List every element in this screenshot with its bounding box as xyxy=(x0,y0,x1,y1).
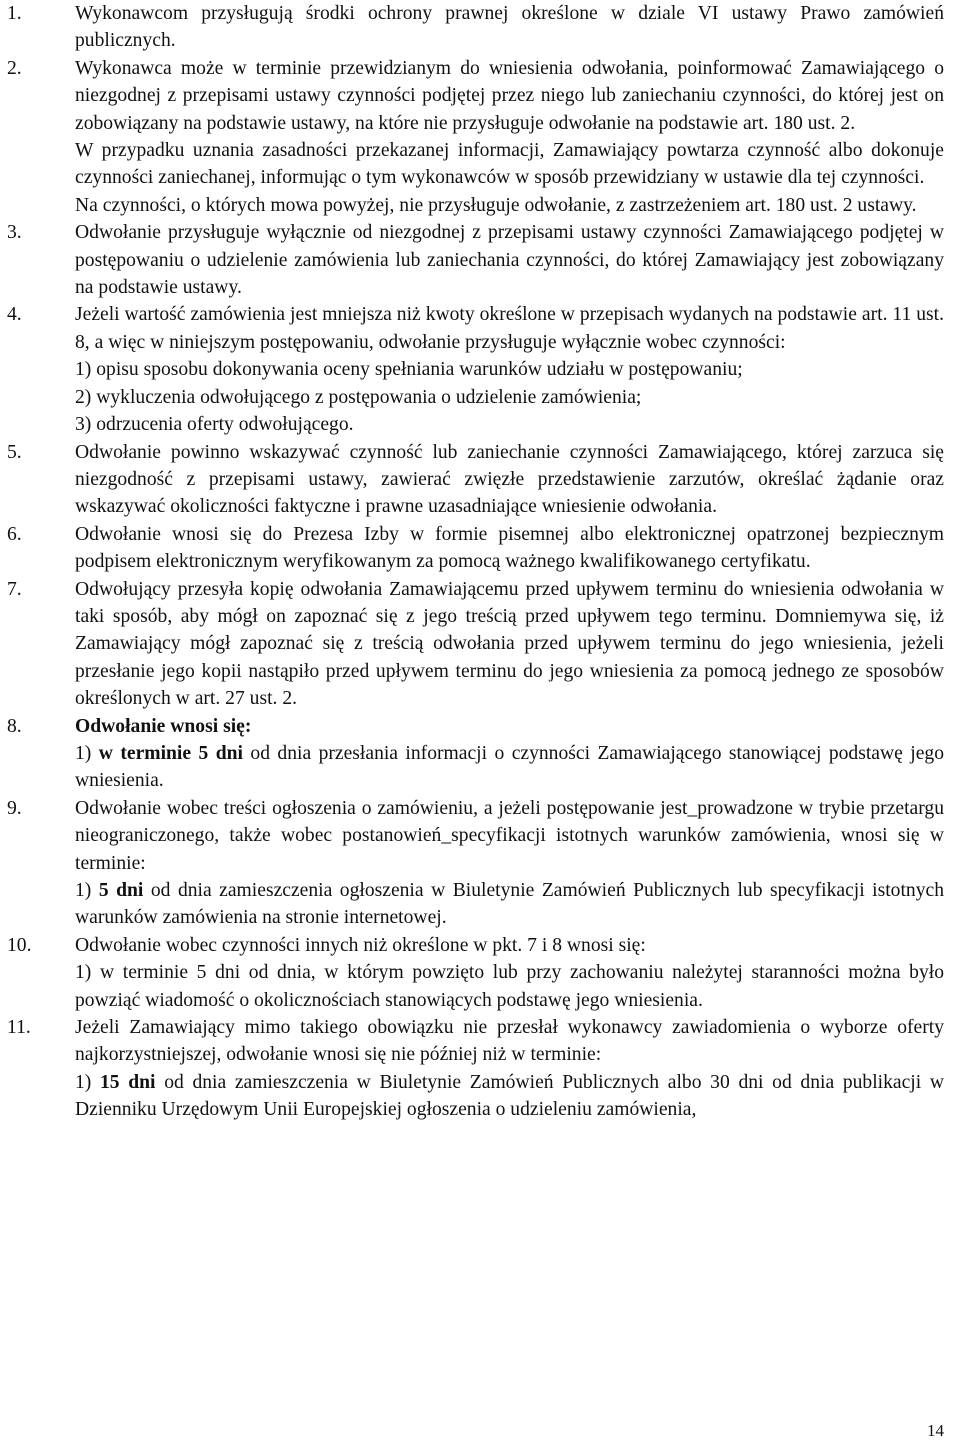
deadline-emphasis: 5 dni xyxy=(98,880,144,901)
sub-item: 1) w terminie 5 dni od dnia przesłania informacji o czynności Zamawiającego stanowiącej podstawę jego wniesienia. xyxy=(75,742,944,792)
item-text: Jeżeli Zamawiający mimo takiego obowiązku nie przesłał wykonawcy zawiadomienia o wyborze oferty najkorzystniejszej, odwołanie wnosi się nie później niż w terminie: xyxy=(75,1017,944,1066)
item-text: Odwołanie wobec treści ogłoszenia o zamówieniu, a jeżeli postępowanie jest_prowadzone w trybie przetargu nieograniczonego, także wobec postanowień_specyfikacji istotnych warunków zamówienia, wnosi się w terminie: xyxy=(75,797,944,874)
sub-item: 1) w terminie 5 dni od dnia, w którym powzięto lub przy zachowaniu należytej staranności można było powziąć wiadomość o okolicznościach stanowiących podstawę jego wniesienia. xyxy=(75,962,944,1011)
sub-item: 1) opisu sposobu dokonywania oceny spełniania warunków udziału w postępowaniu; xyxy=(75,359,743,381)
list-item-7 xyxy=(0,576,960,713)
item-text: Odwołanie wobec czynności innych niż określone w pkt. 7 i 8 wnosi się: xyxy=(75,934,646,956)
item-text: Odwołujący przesyła kopię odwołania Zamawiającemu przed upływem terminu do wniesienia odwołania w taki sposób, aby mógł on zapoznać się z jego treścią przed upływem tego terminu. Domniemywa się, iż Zamawiający mógł zapoznać się z treścią odwołania przed upływem terminu do jego wniesienia, jeżeli przesłanie jego kopii nastąpiło przed upływem terminu do jego wniesienia za pomocą jednego ze sposobów określonych w art. 27 ust. 2. xyxy=(75,578,944,710)
list-item-4 xyxy=(0,301,960,438)
item-text: Wykonawcom przysługują środki ochrony prawnej określone w dziale VI ustawy Prawo zamówień publicznych. xyxy=(75,3,944,52)
item-number: 9. xyxy=(7,797,22,819)
item-number: 8. xyxy=(7,715,22,737)
list-item-1 xyxy=(0,0,960,55)
list-item-2 xyxy=(0,55,960,219)
item-text: Na czynności, o których mowa powyżej, nie przysługuje odwołanie, z zastrzeżeniem art. 180 ust. 2 ustawy. xyxy=(75,194,917,216)
item-number: 3. xyxy=(7,222,22,244)
item-number: 10. xyxy=(7,934,32,956)
item-text: Odwołanie powinno wskazywać czynność lub zaniechanie czynności Zamawiającego, której zarzuca się niezgodność z przepisami ustawy, zawierać zwięzłe przedstawienie zarzutów, określać żądanie oraz wskazywać okoliczności faktyczne i prawne uzasadniające wniesienie odwołania. xyxy=(75,441,944,518)
item-number: 6. xyxy=(7,523,22,545)
list-item-8 xyxy=(0,713,960,795)
item-number: 7. xyxy=(7,578,22,600)
item-text: W przypadku uznania zasadności przekazanej informacji, Zamawiający powtarza czynność albo dokonuje czynności zaniechanej, informując o tym wykonawców w sposób przewidziany w ustawie dla tej czynności. xyxy=(75,140,944,189)
list-item-6 xyxy=(0,521,960,576)
item-text: Odwołanie przysługuje wyłącznie od niezgodnej z przepisami ustawy czynności Zamawiającego podjętej w postępowaniu o udzielenie zamówienia lub zaniechania czynności, do której Zamawiający jest zobowiązany na podstawie ustawy. xyxy=(75,222,944,299)
sub-item: 1) 5 dni od dnia zamieszczenia ogłoszenia w Biuletynie Zamówień Publicznych lub specyfikacji istotnych warunków zamówienia na stronie internetowej. xyxy=(75,880,944,929)
deadline-emphasis: w terminie 5 dni xyxy=(98,742,243,764)
item-text: Jeżeli wartość zamówienia jest mniejsza niż kwoty określone w przepisach wydanych na podstawie art. 11 ust. 8, a więc w niniejszym postępowaniu, odwołanie przysługuje wyłącznie wobec czynności: xyxy=(75,304,944,353)
sub-item: 3) odrzucenia oferty odwołującego. xyxy=(75,414,354,436)
item-number: 11. xyxy=(7,1017,31,1039)
item-text: Wykonawca może w terminie przewidzianym do wniesienia odwołania, poinformować Zamawiającego o niezgodnej z przepisami ustawy czynności podjętej przez niego lub zaniechaniu czynności, do której jest on zobowiązany na podstawie ustawy, na które nie przysługuje odwołanie na podstawie art. 180 ust. 2. xyxy=(75,57,944,134)
list-item-5 xyxy=(0,439,960,521)
item-number: 1. xyxy=(7,3,22,24)
sub-item: 1) 15 dni od dnia zamieszczenia w Biuletynie Zamówień Publicznych albo 30 dni od dnia publikacji w Dzienniku Urzędowym Unii Europejskiej ogłoszenia o udzieleniu zamówienia, xyxy=(75,1071,944,1121)
page-number: 14 xyxy=(927,1421,944,1440)
item-number: 2. xyxy=(7,57,22,79)
item-heading: Odwołanie wnosi się: xyxy=(75,715,252,737)
list-item-9 xyxy=(0,795,960,932)
list-item-10 xyxy=(0,932,960,1014)
list-item-11 xyxy=(0,1014,960,1124)
list-item-3 xyxy=(0,219,960,301)
sub-item: 2) wykluczenia odwołującego z postępowania o udzielenie zamówienia; xyxy=(75,386,642,408)
deadline-emphasis: 15 dni xyxy=(100,1071,156,1093)
item-number: 5. xyxy=(7,441,22,463)
item-number: 4. xyxy=(7,304,22,326)
item-text: Odwołanie wnosi się do Prezesa Izby w formie pisemnej albo elektronicznej opatrzonej bezpiecznym podpisem elektronicznym weryfikowanym za pomocą ważnego kwalifikowanego certyfikatu. xyxy=(75,523,944,573)
